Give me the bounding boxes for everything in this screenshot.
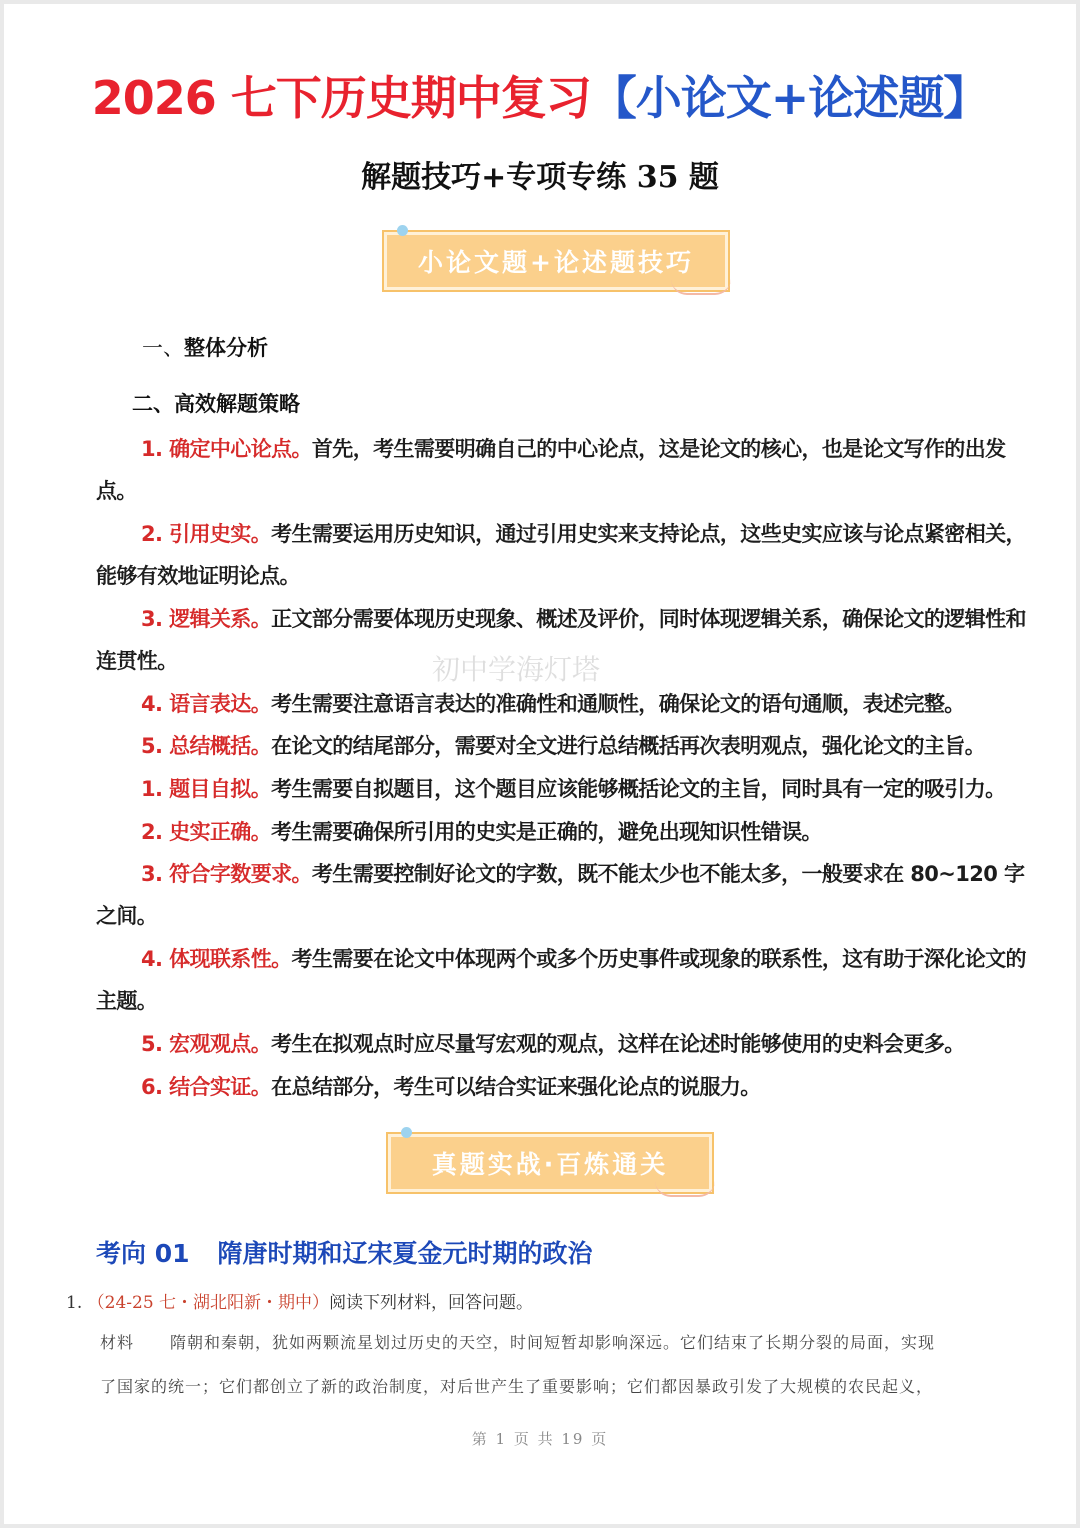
banner-swoosh-icon bbox=[655, 1181, 715, 1197]
strategy-item bbox=[96, 725, 1036, 767]
strategy-item-text: 考生需要控制好论文的字数，既不能太少也不能太多，一般要求在 80~120 字之间。 bbox=[96, 862, 1025, 928]
section-heading bbox=[96, 1234, 593, 1270]
strategy-item bbox=[96, 513, 1036, 597]
strategy-item bbox=[96, 811, 1036, 853]
banner-swoosh-icon bbox=[671, 279, 731, 295]
material-line-1: 隋朝和秦朝，犹如两颗流星划过历史的天空，时间短暂却影响深远。它们结束了长期分裂的局面，实现 bbox=[170, 1333, 936, 1352]
banner-dot-icon bbox=[401, 1127, 412, 1138]
material-label: 材料 bbox=[100, 1333, 135, 1352]
question-prompt: 阅读下列材料，回答问题。 bbox=[329, 1293, 534, 1313]
strategy-item-label: 6. 结合实证。 bbox=[141, 1075, 272, 1099]
strategy-item-text: 首先，考生需要明确自己的中心论点，这是论文的核心，也是论文写作的出发点。 bbox=[96, 437, 1006, 503]
strategy-item bbox=[96, 428, 1036, 512]
strategy-item bbox=[96, 683, 1036, 725]
strategy-item bbox=[96, 938, 1036, 1022]
strategy-item-text: 考生需要确保所引用的史实是正确的，避免出现知识性错误。 bbox=[271, 820, 822, 844]
subtitle: 解题技巧+专项专练 35 题 bbox=[361, 160, 719, 195]
strategy-item bbox=[96, 768, 1036, 810]
title-part3: 小论文+论述题 bbox=[635, 71, 944, 125]
section-title: 隋唐时期和辽宋夏金元时期的政治 bbox=[217, 1239, 593, 1268]
strategy-item-text: 考生需要运用历史知识，通过引用史实来支持论点，这些史实应该与论点紧密相关，能够有效地证明论点。 bbox=[96, 522, 1026, 588]
material-line-2: 了国家的统一；它们都创立了新的政治制度，对后世产生了重要影响；它们都因暴政引发了大规模的农民起义， bbox=[100, 1377, 934, 1396]
strategy-item-label: 1. 确定中心论点。 bbox=[141, 437, 312, 461]
banner-dot-icon bbox=[397, 225, 408, 236]
page-footer: 第 1 页 共 19 页 bbox=[471, 1430, 609, 1448]
practice-banner-label: 真题实战·百炼通关 bbox=[431, 1150, 669, 1179]
strategy-item bbox=[96, 1066, 1036, 1108]
strategy-item-label: 3. 符合字数要求。 bbox=[141, 862, 312, 886]
watermark: 初中学海灯塔 bbox=[432, 653, 601, 686]
strategy-item bbox=[96, 853, 1036, 937]
strategy-item-label: 4. 体现联系性。 bbox=[141, 947, 292, 971]
strategy-item-label: 5. 总结概括。 bbox=[141, 734, 272, 758]
heading-strategy: 二、高效解题策略 bbox=[132, 391, 300, 416]
strategy-item bbox=[96, 1023, 1036, 1065]
heading1-text: 整体分析 bbox=[184, 335, 268, 360]
title-part2: 期中复习 bbox=[410, 71, 591, 125]
techniques-banner bbox=[384, 232, 728, 290]
heading-overall-analysis bbox=[142, 332, 268, 362]
document-page bbox=[4, 4, 1076, 1524]
strategy-item-label: 3. 逻辑关系。 bbox=[141, 607, 272, 631]
material-line bbox=[100, 1330, 1040, 1353]
strategy-item-label: 2. 引用史实。 bbox=[141, 522, 272, 546]
strategy-item-label: 4. 语言表达。 bbox=[141, 692, 272, 716]
strategy-item-text: 考生需要注意语言表达的准确性和通顺性，确保论文的语句通顺，表述完整。 bbox=[271, 692, 965, 716]
heading1-prefix: 一、 bbox=[142, 336, 184, 360]
practice-banner bbox=[388, 1134, 712, 1192]
strategy-item-text: 在总结部分，考生可以结合实证来强化论点的说服力。 bbox=[271, 1075, 761, 1099]
section-code: 考向 01 bbox=[96, 1239, 190, 1268]
title-part1: 2026 七下历史 bbox=[91, 71, 411, 125]
strategy-item-text: 考生需要在论文中体现两个或多个历史事件或现象的联系性，这有助于深化论文的主题。 bbox=[96, 947, 1026, 1013]
strategy-item-text: 考生需要自拟题目，这个题目应该能够概括论文的主旨，同时具有一定的吸引力。 bbox=[271, 777, 1006, 801]
strategy-item-text: 正文部分需要体现历史现象、概述及评价，同时体现逻辑关系，确保论文的逻辑性和连贯性。 bbox=[96, 607, 1026, 673]
strategy-item-label: 1. 题目自拟。 bbox=[141, 777, 272, 801]
question-source: （24-25 七・湖北阳新・期中） bbox=[87, 1293, 330, 1313]
strategy-item-text: 考生在拟观点时应尽量写宏观的观点，这样在论述时能够使用的史料会更多。 bbox=[271, 1032, 965, 1056]
title-open-bracket: 【 bbox=[590, 71, 636, 125]
strategy-item-label: 5. 宏观观点。 bbox=[141, 1032, 272, 1056]
strategy-item-label: 2. 史实正确。 bbox=[141, 820, 272, 844]
techniques-banner-label: 小论文题+论述题技巧 bbox=[418, 248, 694, 277]
question-number: 1. bbox=[66, 1293, 83, 1313]
question-1 bbox=[66, 1288, 533, 1313]
strategy-item-text: 在论文的结尾部分，需要对全文进行总结概括再次表明观点，强化论文的主旨。 bbox=[271, 734, 986, 758]
title-close-bracket: 】 bbox=[943, 71, 989, 125]
page-title bbox=[4, 62, 1076, 128]
material-line bbox=[100, 1374, 1040, 1397]
